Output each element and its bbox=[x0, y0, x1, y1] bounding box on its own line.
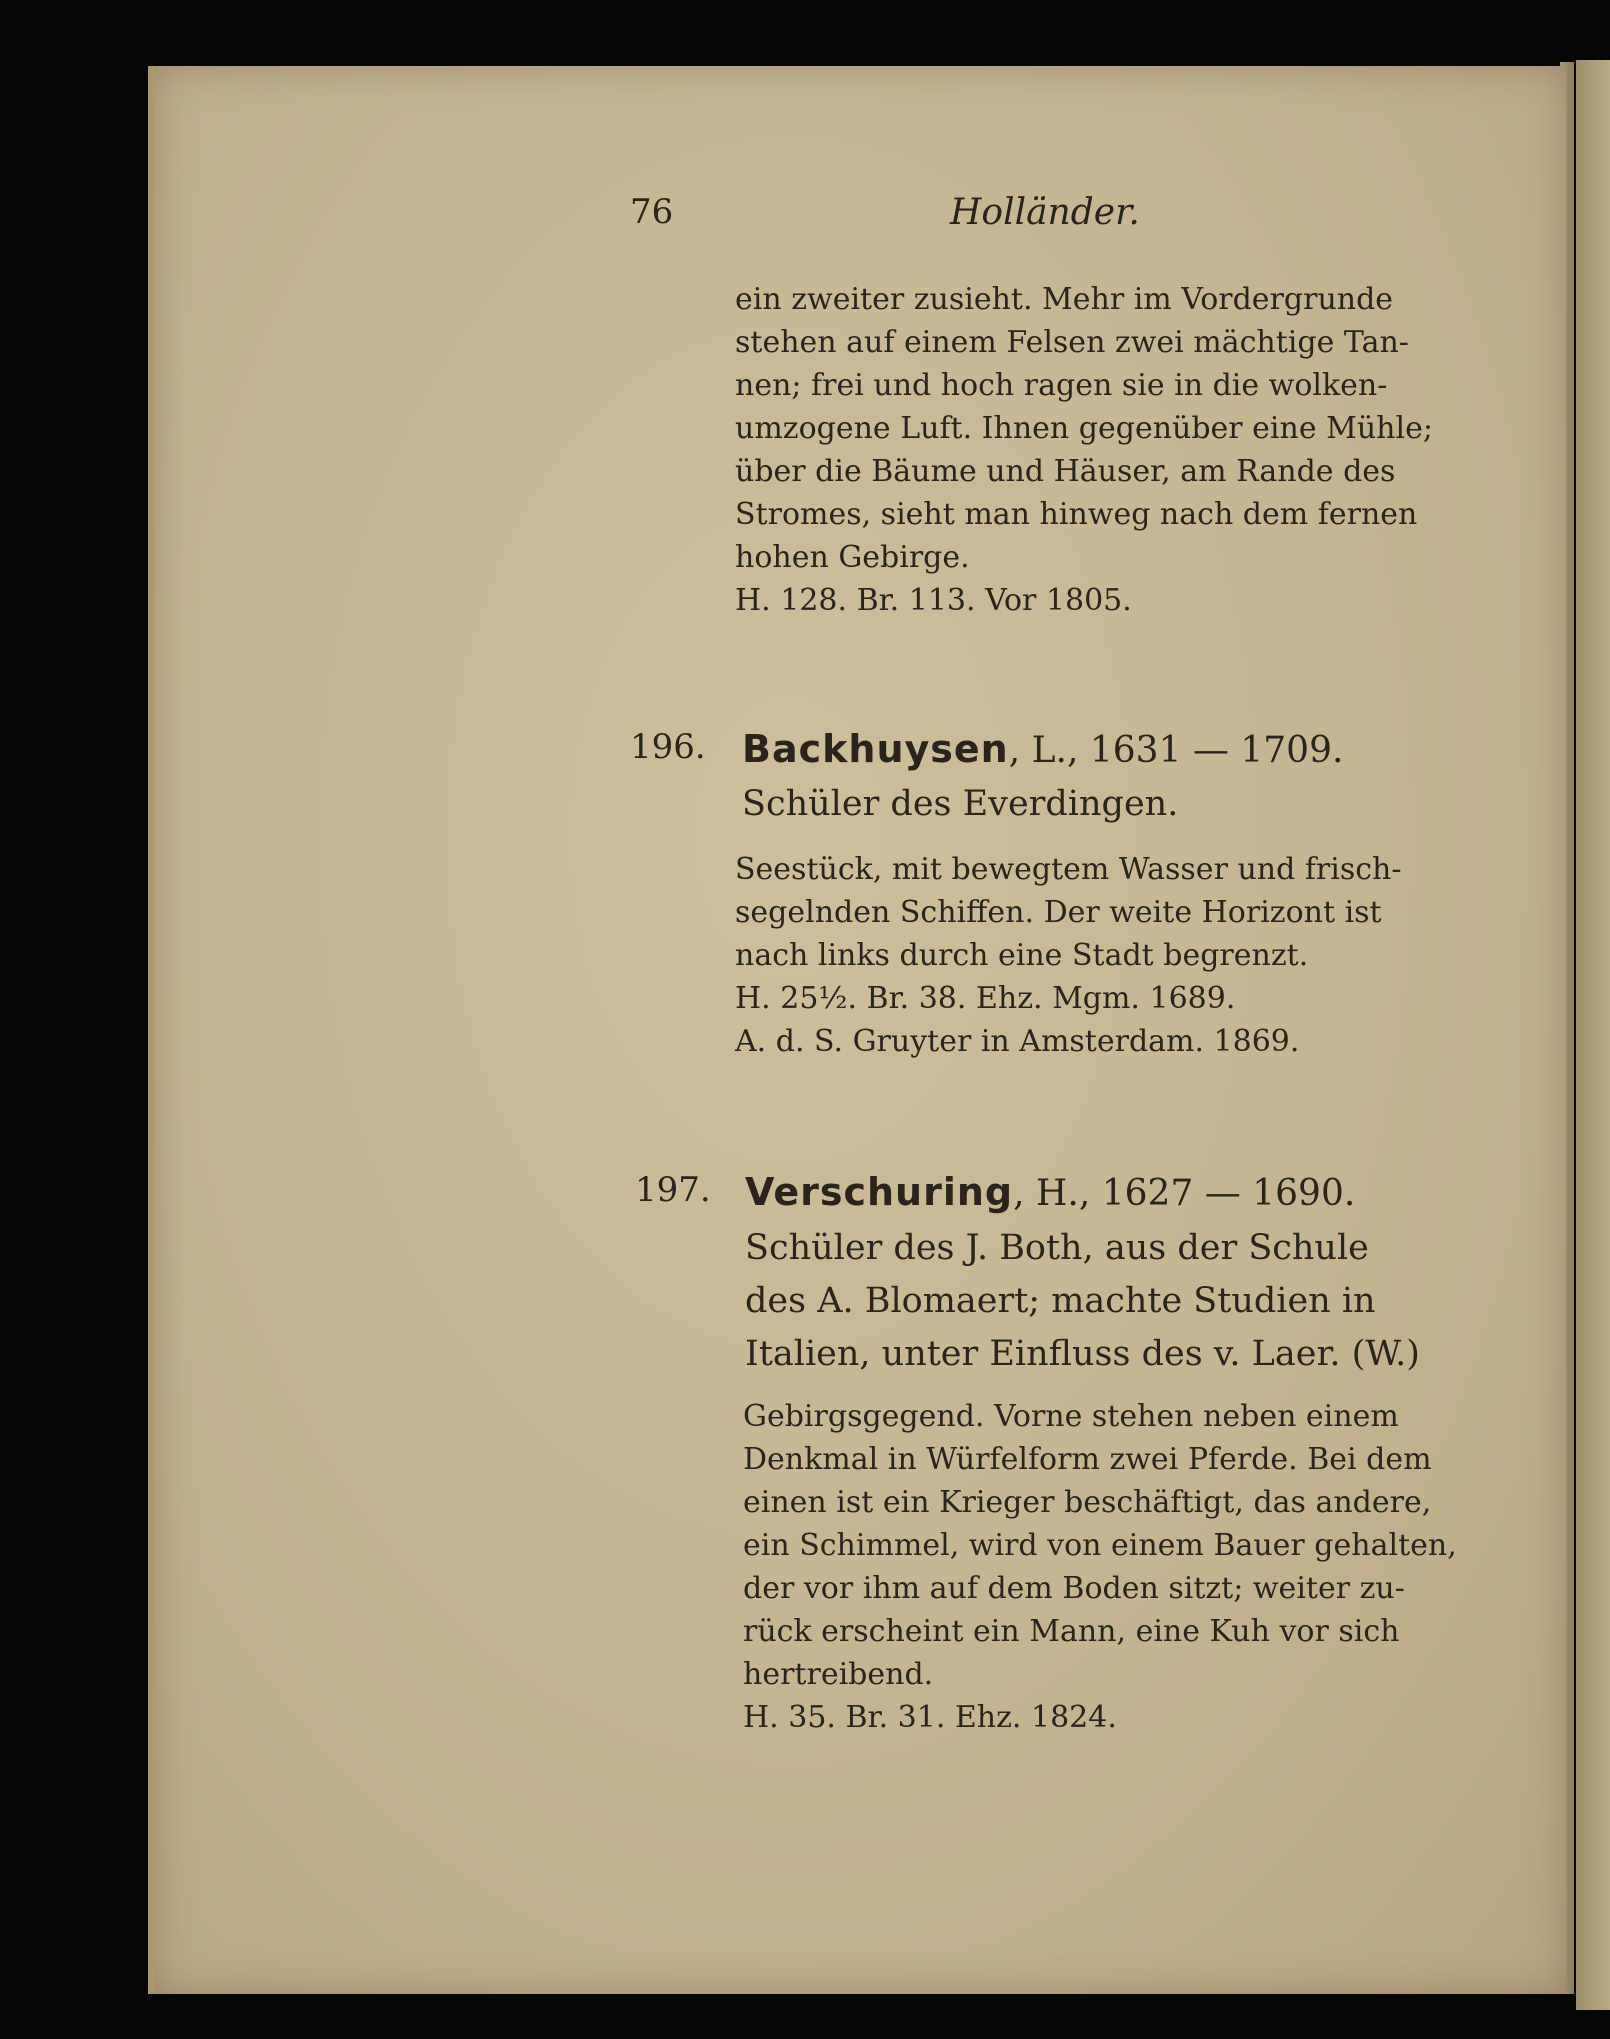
painting-description bbox=[735, 848, 1402, 1063]
text-line: segelnden Schiffen. Der weite Horizont ist bbox=[735, 895, 1382, 930]
text-line: H. 25½. Br. 38. Ehz. Mgm. 1689. bbox=[735, 981, 1236, 1016]
text-line: rück erscheint ein Mann, eine Kuh vor sich bbox=[743, 1614, 1400, 1649]
continuation-paragraph bbox=[735, 278, 1433, 622]
text-line: H. 128. Br. 113. Vor 1805. bbox=[735, 583, 1132, 618]
text-line: A. d. S. Gruyter in Amsterdam. 1869. bbox=[735, 1024, 1300, 1059]
text-line: über die Bäume und Häuser, am Rande des bbox=[735, 454, 1396, 489]
text-line: hertreibend. bbox=[743, 1657, 934, 1692]
artist-bio bbox=[745, 1222, 1420, 1381]
text-line: stehen auf einem Felsen zwei mächtige Tan- bbox=[735, 325, 1409, 360]
text-line: ein zweiter zusieht. Mehr im Vordergrunde bbox=[735, 282, 1394, 317]
text-line: nen; frei und hoch ragen sie in die wolken- bbox=[735, 368, 1388, 403]
page-number: 76 bbox=[630, 192, 674, 232]
text-line: einen ist ein Krieger beschäftigt, das andere, bbox=[743, 1485, 1432, 1520]
text-line: der vor ihm auf dem Boden sitzt; weiter zu- bbox=[743, 1571, 1405, 1606]
text-line: umzogene Luft. Ihnen gegenüber eine Mühle; bbox=[735, 411, 1433, 446]
entry-heading bbox=[742, 727, 1343, 771]
artist-name: Verschuring bbox=[745, 1170, 1014, 1214]
artist-dates: , L., 1631 — 1709. bbox=[1008, 730, 1344, 771]
text-line: nach links durch eine Stadt begrenzt. bbox=[735, 938, 1309, 973]
bio-line: des A. Blomaert; machte Studien in bbox=[745, 1281, 1376, 1321]
artist-dates: , H., 1627 — 1690. bbox=[1013, 1173, 1356, 1214]
bio-line: Italien, unter Einfluss des v. Laer. (W.) bbox=[745, 1334, 1420, 1374]
artist-name: Backhuysen bbox=[742, 727, 1009, 771]
adjacent-page-edge bbox=[1576, 60, 1610, 2010]
painting-description bbox=[743, 1395, 1457, 1739]
text-line: Seestück, mit bewegtem Wasser und frisch- bbox=[735, 852, 1402, 887]
text-line: H. 35. Br. 31. Ehz. 1824. bbox=[743, 1700, 1117, 1735]
entry-number: 197. bbox=[635, 1170, 711, 1210]
text-line: hohen Gebirge. bbox=[735, 540, 970, 575]
text-line: Gebirgsgegend. Vorne stehen neben einem bbox=[743, 1399, 1399, 1434]
text-line: Stromes, sieht man hinweg nach dem fernen bbox=[735, 497, 1418, 532]
bio-line: Schüler des Everdingen. bbox=[742, 784, 1179, 824]
running-header: Holländer. bbox=[950, 192, 1140, 233]
entry-number: 196. bbox=[630, 727, 706, 767]
artist-bio bbox=[742, 778, 1178, 831]
text-line: ein Schimmel, wird von einem Bauer gehalten, bbox=[743, 1528, 1457, 1563]
text-line: Denkmal in Würfelform zwei Pferde. Bei dem bbox=[743, 1442, 1432, 1477]
entry-heading bbox=[745, 1170, 1355, 1214]
bio-line: Schüler des J. Both, aus der Schule bbox=[745, 1228, 1369, 1268]
